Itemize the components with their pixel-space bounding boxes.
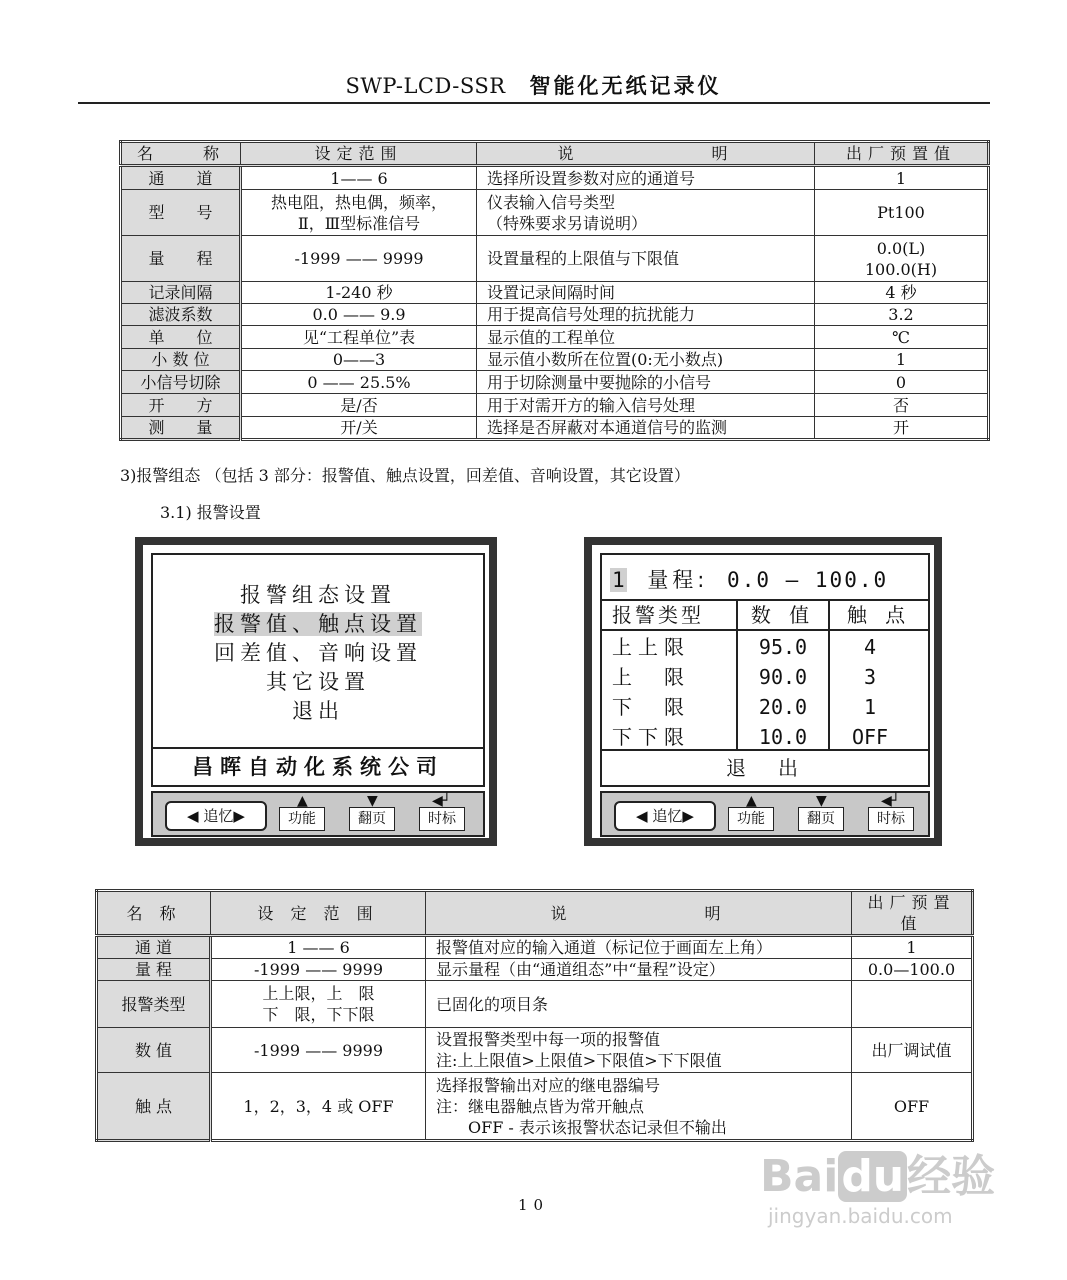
cell-range: [241, 371, 477, 394]
table-row: [97, 1028, 973, 1073]
cell-desc: [426, 1028, 852, 1073]
alarm-type: 上 限: [612, 665, 690, 689]
row-name: 触 点: [97, 1073, 211, 1141]
cell-range: [241, 236, 477, 282]
enter-icon: ◀┘: [881, 793, 901, 809]
row-name: 报警类型: [97, 981, 211, 1028]
cell-line: 仪表输入信号类型: [487, 192, 616, 212]
cell-line: 开/关: [340, 418, 378, 437]
keypad: [600, 791, 930, 837]
alarm-type: 下 限: [612, 695, 690, 719]
cell-line: 1 —— 6: [287, 938, 350, 957]
column-header: 出厂预置值: [852, 891, 973, 936]
header-divider: [78, 102, 990, 104]
cell-desc: [477, 394, 815, 417]
page-header: [0, 70, 1067, 100]
page-button[interactable]: [349, 793, 395, 831]
cell-desc: [477, 282, 815, 304]
cell-range: [241, 304, 477, 326]
recall-button[interactable]: [165, 801, 267, 831]
time-label: 时标: [428, 811, 456, 827]
header-title: 智能化无纸记录仪: [529, 74, 722, 98]
row-name: 通 道: [97, 936, 211, 959]
cell-default: [815, 236, 989, 282]
keypad: [151, 791, 485, 837]
column-header: 出厂预置值: [815, 142, 989, 166]
cell-line: 开: [892, 418, 909, 437]
menu-item-label: 退出: [292, 699, 344, 723]
cell-range: [241, 282, 477, 304]
cell-range: [241, 349, 477, 371]
watermark-url: jingyan.baidu.com: [768, 1204, 953, 1228]
alarm-type: 下下限: [612, 725, 690, 749]
table-row: [121, 417, 989, 440]
cell-desc: [426, 981, 852, 1028]
cell-line: 设置报警类型中每一项的报警值: [436, 1030, 661, 1049]
alarm-settings-table: [95, 889, 974, 1142]
header-contact: 触 点: [846, 603, 912, 627]
cell-line: 0 —— 25.5%: [307, 372, 411, 392]
cell-range: [211, 959, 426, 981]
cell-default: [815, 417, 989, 440]
cell-line: 热电阻，热电偶，频率，: [270, 192, 447, 212]
cell-default: [815, 349, 989, 371]
cell-line: 1: [906, 938, 917, 957]
column-header: 名 称: [121, 142, 241, 166]
cell-line: 选择所设置参数对应的通道号: [487, 168, 696, 188]
cell-line: 设置量程的上限值与下限值: [487, 249, 680, 268]
cell-line: 0.0 —— 9.9: [312, 305, 406, 324]
alarm-value[interactable]: 10.0: [758, 725, 808, 749]
table-row: [121, 304, 989, 326]
cell-line: 1—— 6: [330, 168, 388, 188]
cell-line: 注:上上限值>上限值>下限值>下下限值: [436, 1051, 722, 1070]
recall-label: 追忆: [203, 807, 234, 825]
table-row: [121, 371, 989, 394]
alarm-contact[interactable]: OFF: [851, 725, 889, 749]
alarm-contact[interactable]: 3: [863, 665, 877, 689]
cell-line: 显示值的工程单位: [487, 327, 616, 347]
table-row: [121, 326, 989, 349]
cell-default: [815, 371, 989, 394]
menu-item-label: 回差值、音响设置: [214, 641, 422, 665]
row-name: 滤波系数: [121, 304, 241, 326]
cell-desc: [477, 326, 815, 349]
function-button[interactable]: [728, 793, 774, 831]
cell-default: [852, 1073, 973, 1141]
recall-button[interactable]: [614, 801, 716, 831]
cell-line: 注：继电器触点皆为常开触点: [436, 1096, 645, 1116]
menu-item-label: 报警组态设置: [240, 583, 396, 607]
cell-line: 0.0(L): [876, 238, 926, 258]
row-name: 量 程: [97, 959, 211, 981]
column-header: 设 定 范 围: [211, 891, 426, 936]
header-model: SWP-LCD-SSR: [345, 74, 506, 98]
menu-item-label: 其它设置: [266, 670, 370, 694]
cell-range: [241, 326, 477, 349]
cell-line: 显示量程（由“通道组态”中“量程”设定）: [436, 960, 725, 979]
time-label: 时标: [877, 811, 905, 827]
row-name: 型 号: [121, 190, 241, 236]
cell-default: [815, 190, 989, 236]
cell-desc: [477, 349, 815, 371]
cell-line: 0——3: [332, 350, 386, 369]
table-row: [97, 959, 973, 981]
menu-item[interactable]: [153, 695, 483, 725]
channel-config-table: [119, 140, 990, 441]
cell-desc: [426, 1073, 852, 1141]
table-row: [121, 349, 989, 371]
device-right: [584, 537, 942, 846]
cell-range: [241, 417, 477, 440]
cell-default: [815, 394, 989, 417]
alarm-type: 上上限: [612, 635, 690, 659]
cell-default: [815, 166, 989, 190]
column-header: 设定范围: [241, 142, 477, 166]
cell-line: 0: [895, 372, 907, 392]
row-name: 小 数 位: [121, 349, 241, 371]
device-left: [135, 537, 497, 846]
cell-default: [815, 282, 989, 304]
arrow-left-icon: ◀: [636, 807, 648, 825]
channel-number: 1: [612, 568, 625, 592]
cell-line: -1999 —— 9999: [253, 1040, 383, 1060]
cell-range: [241, 166, 477, 190]
cell-line: 报警值对应的输入通道（标记位于画面左上角）: [436, 938, 773, 957]
arrow-right-icon: ▶: [233, 807, 245, 825]
table-row: [97, 1073, 973, 1141]
cell-line: 下 限，下下限: [262, 1005, 375, 1024]
row-name: 通 道: [121, 166, 241, 190]
watermark-logo: Baidu经验: [760, 1151, 996, 1202]
header-alarm-type: 报警类型: [612, 603, 704, 627]
enter-icon: ◀┘: [432, 793, 452, 809]
arrow-down-icon: ▼: [816, 793, 827, 809]
table-row: [97, 936, 973, 959]
cell-desc: [477, 417, 815, 440]
cell-desc: [477, 236, 815, 282]
cell-default: [815, 304, 989, 326]
cell-line: 3.2: [888, 305, 914, 324]
cell-line: -1999 —— 9999: [294, 249, 424, 268]
exit-option[interactable]: 退 出: [726, 756, 804, 780]
cell-default: [852, 1028, 973, 1073]
alarm-menu-screen: [151, 553, 485, 787]
cell-line: 已固化的项目条: [436, 994, 549, 1014]
menu-item[interactable]: [153, 608, 483, 638]
cell-line: 是/否: [340, 395, 378, 415]
cell-line: Pt100: [877, 203, 925, 222]
menu-item[interactable]: [153, 666, 483, 696]
row-name: 量 程: [121, 236, 241, 282]
row-name: 记录间隔: [121, 282, 241, 304]
table-row: [97, 981, 973, 1028]
arrow-up-icon: ▲: [297, 793, 308, 809]
cell-range: [241, 190, 477, 236]
cell-line: -1999 —— 9999: [253, 960, 383, 979]
cell-line: 1: [895, 168, 907, 188]
cell-range: [211, 1028, 426, 1073]
function-label: 功能: [737, 811, 765, 827]
page-button[interactable]: [798, 793, 844, 831]
cell-line: 选择是否屏蔽对本通道信号的监测: [487, 418, 728, 437]
arrow-down-icon: ▼: [367, 793, 378, 809]
column-header: 说 明: [426, 891, 852, 936]
table-row: [121, 394, 989, 417]
cell-line: 1: [895, 350, 907, 369]
alarm-value[interactable]: 20.0: [758, 695, 808, 719]
section-heading-alarm-config: 3)报警组态 （包括 3 部分：报警值、触点设置，回差值、音响设置，其它设置）: [120, 466, 690, 485]
cell-line: 出厂调试值: [871, 1040, 952, 1060]
company-name: 昌晖自动化系统公司: [153, 747, 483, 785]
cell-desc: [477, 190, 815, 236]
baidu-watermark: [760, 1140, 995, 1228]
cell-line: 选择报警输出对应的继电器编号: [436, 1075, 661, 1095]
cell-line: OFF - 表示该报警状态记录但不输出: [436, 1117, 727, 1137]
range-label: 量程:: [647, 568, 709, 592]
row-name: 开 方: [121, 394, 241, 417]
cell-line: 设置记录间隔时间: [487, 283, 616, 302]
cell-line: 上上限，上 限: [262, 984, 375, 1003]
alarm-contact[interactable]: 4: [863, 635, 877, 659]
table-row: [121, 166, 989, 190]
menu-item[interactable]: [153, 637, 483, 667]
table-row: [121, 282, 989, 304]
row-name: 数 值: [97, 1028, 211, 1073]
arrow-up-icon: ▲: [746, 793, 757, 809]
cell-range: [211, 936, 426, 959]
cell-line: 用于切除测量中要抛除的小信号: [487, 372, 712, 392]
cell-line: 1-240 秒: [325, 283, 393, 302]
cell-line: Ⅱ，Ⅲ型标准信号: [297, 213, 421, 233]
cell-line: 4 秒: [885, 283, 917, 302]
table-row: [121, 236, 989, 282]
cell-default: [852, 981, 973, 1028]
cell-desc: [477, 304, 815, 326]
table-header-row: [121, 142, 989, 166]
arrow-left-icon: ◀: [187, 807, 199, 825]
cell-default: [852, 959, 973, 981]
time-mark-button[interactable]: [868, 793, 914, 831]
header-value: 数 值: [750, 603, 816, 627]
cell-range: [241, 394, 477, 417]
column-header: 说 明: [477, 142, 815, 166]
cell-line: OFF: [893, 1096, 930, 1116]
cell-line: ℃: [892, 327, 910, 347]
page-number: 10: [517, 1196, 550, 1214]
column-header: 名 称: [97, 891, 211, 936]
row-name: 单 位: [121, 326, 241, 349]
cell-range: [211, 981, 426, 1028]
cell-desc: [426, 936, 852, 959]
cell-line: 见“工程单位”表: [302, 327, 416, 347]
time-mark-button[interactable]: [419, 793, 465, 831]
cell-line: 显示值小数所在位置(0:无小数点): [487, 350, 724, 369]
alarm-contact[interactable]: 1: [863, 695, 877, 719]
menu-item[interactable]: [153, 579, 483, 609]
page-label: 翻页: [358, 811, 386, 827]
menu-item-label: 报警值、触点设置: [214, 612, 422, 636]
function-button[interactable]: [279, 793, 325, 831]
cell-line: 否: [892, 395, 909, 415]
cell-line: 0.0—100.0: [867, 960, 956, 979]
cell-line: 用于对需开方的输入信号处理: [487, 395, 696, 415]
cell-line: （特殊要求另请说明）: [487, 213, 648, 233]
arrow-right-icon: ▶: [682, 807, 694, 825]
cell-desc: [477, 166, 815, 190]
alarm-value[interactable]: 95.0: [758, 635, 808, 659]
table-row: [121, 190, 989, 236]
table-header-row: [97, 891, 973, 936]
alarm-value[interactable]: 90.0: [758, 665, 808, 689]
recall-label: 追忆: [652, 807, 683, 825]
cell-default: [815, 326, 989, 349]
cell-line: 1，2，3，4 或 OFF: [243, 1096, 394, 1116]
cell-line: 100.0(H): [864, 259, 938, 279]
row-name: 小信号切除: [121, 371, 241, 394]
function-label: 功能: [288, 811, 316, 827]
range-value: 0.0 — 100.0: [727, 568, 889, 592]
cell-desc: [477, 371, 815, 394]
cell-line: 用于提高信号处理的抗扰能力: [487, 305, 696, 324]
alarm-values-screen: [600, 553, 930, 787]
cell-range: [211, 1073, 426, 1141]
section-heading-alarm-settings: 3.1) 报警设置: [160, 503, 261, 522]
row-name: 测 量: [121, 417, 241, 440]
cell-desc: [426, 959, 852, 981]
cell-default: [852, 936, 973, 959]
page-label: 翻页: [807, 811, 835, 827]
